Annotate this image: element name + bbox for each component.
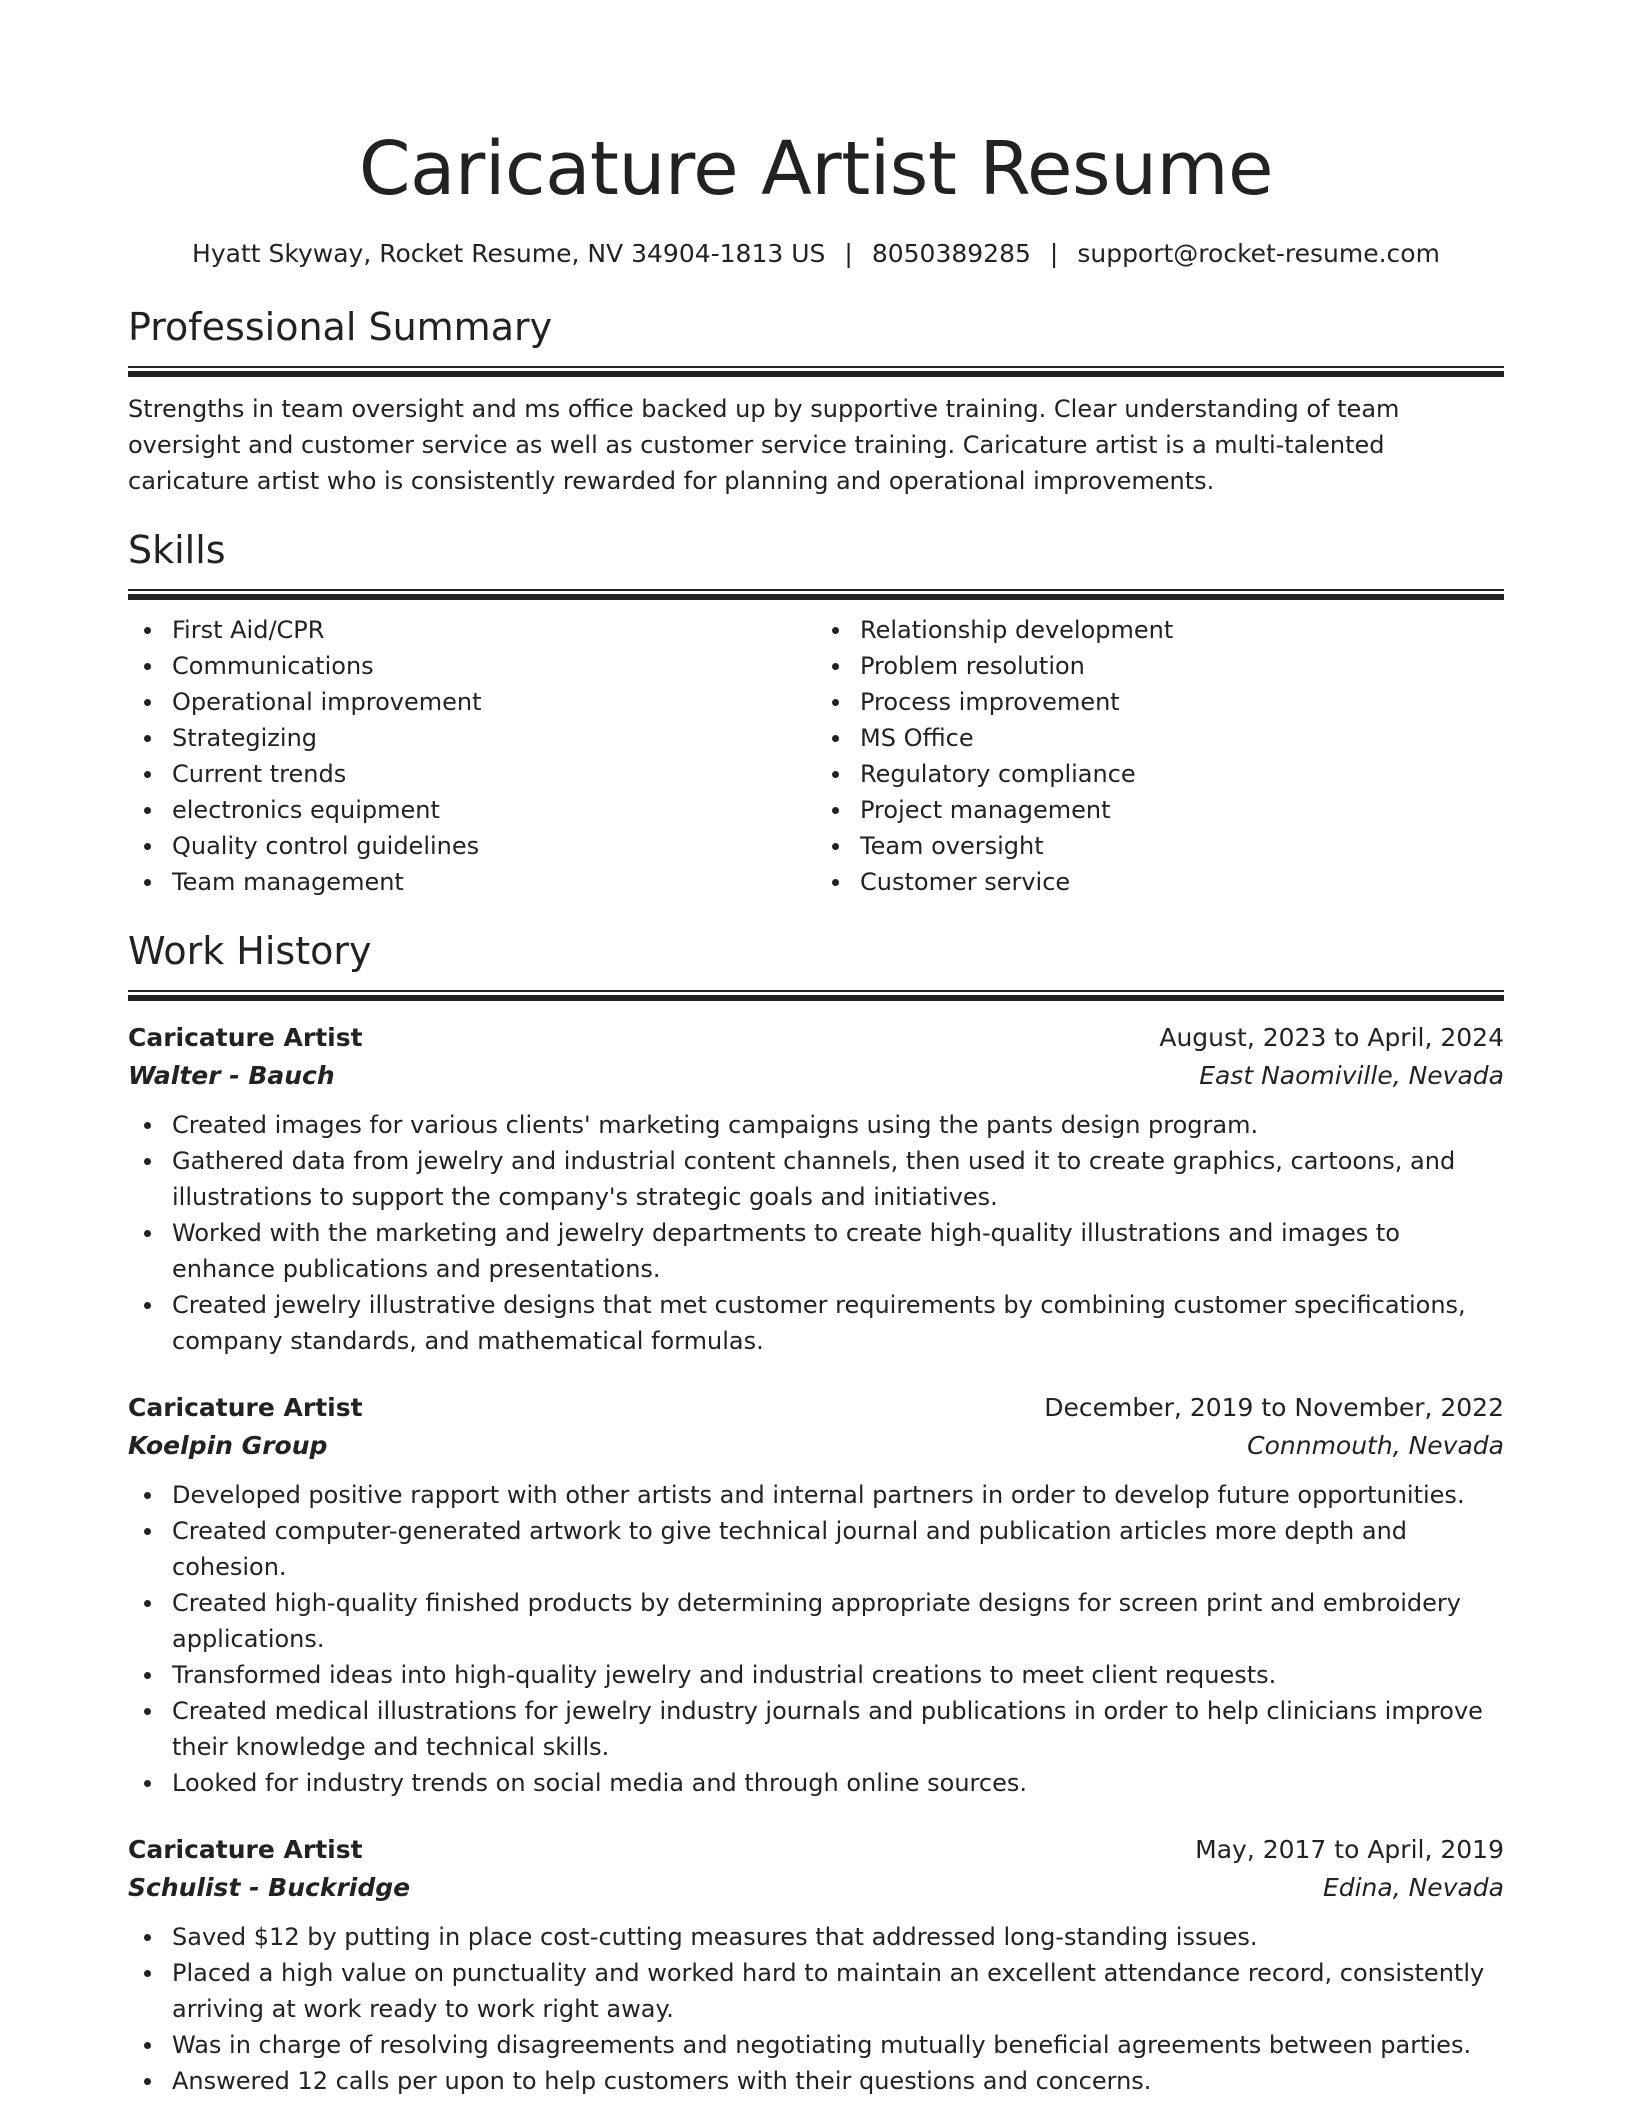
job-location: Connmouth, Nevada (1247, 1431, 1504, 1460)
skill-item: Project management (860, 792, 1504, 828)
section-divider (128, 990, 1504, 1001)
contact-separator: | (844, 239, 853, 268)
contact-email: support@rocket-resume.com (1077, 239, 1440, 268)
job-company: Schulist - Buckridge (128, 1873, 411, 1902)
contact-line (128, 236, 1504, 272)
skills-columns (128, 612, 1504, 900)
skill-item: Regulatory compliance (860, 756, 1504, 792)
contact-address: Hyatt Skyway, Rocket Resume, NV 34904-1813 US (192, 239, 826, 268)
skills-left-column (128, 612, 816, 900)
job-bullet: Developed positive rapport with other artists and internal partners in order to develop future opportunities. (172, 1477, 1504, 1513)
job-location: Edina, Nevada (1322, 1873, 1504, 1902)
job-subheader (128, 1427, 1504, 1465)
skills-right-column (816, 612, 1504, 900)
job-bullet: Created medical illustrations for jewelry industry journals and publications in order to help clinicians improve their knowledge and technical skills. (172, 1693, 1504, 1765)
job-bullet: Created jewelry illustrative designs that met customer requirements by combining customer specifications, company standards, and mathematical formulas. (172, 1287, 1504, 1359)
job-header (128, 1019, 1504, 1057)
job-title: Caricature Artist (128, 1393, 363, 1422)
summary-section (128, 302, 1504, 499)
job-bullet: Created computer-generated artwork to give technical journal and publication articles more depth and cohesion. (172, 1513, 1504, 1585)
job-dates: May, 2017 to April, 2019 (1195, 1835, 1504, 1864)
job-bullet: Gathered data from jewelry and industrial content channels, then used it to create graphics, cartoons, and illustrations to support the company's strategic goals and initiatives. (172, 1143, 1504, 1215)
skill-item: electronics equipment (172, 792, 816, 828)
job-bullet: Looked for industry trends on social media and through online sources. (172, 1765, 1504, 1801)
job-company: Koelpin Group (128, 1431, 328, 1460)
job-bullet: Placed a high value on punctuality and worked hard to maintain an excellent attendance record, consistently arriving at work ready to work right away. (172, 1955, 1504, 2027)
job-bullets (128, 1919, 1504, 2099)
job-entry (128, 1389, 1504, 1801)
skill-item: Team management (172, 864, 816, 900)
skill-item: Communications (172, 648, 816, 684)
summary-text: Strengths in team oversight and ms office backed up by supportive training. Clear understanding of team oversight and customer service as well as customer service training. Caricature artist is a multi-talented caricature artist who is consistently rewarded for planning and operational improvements. (128, 395, 1400, 495)
job-location: East Naomiville, Nevada (1199, 1061, 1504, 1090)
contact-separator: | (1049, 239, 1059, 268)
job-bullet: Created high-quality finished products by determining appropriate designs for screen print and embroidery applications. (172, 1585, 1504, 1657)
skills-section (128, 525, 1504, 900)
skill-item: MS Office (860, 720, 1504, 756)
job-bullet: Was in charge of resolving disagreements and negotiating mutually beneficial agreements between parties. (172, 2027, 1504, 2063)
skill-item: Quality control guidelines (172, 828, 816, 864)
skill-item: Strategizing (172, 720, 816, 756)
skill-item: First Aid/CPR (172, 612, 816, 648)
job-subheader (128, 1057, 1504, 1095)
job-title: Caricature Artist (128, 1835, 363, 1864)
job-title: Caricature Artist (128, 1023, 363, 1052)
section-divider (128, 589, 1504, 600)
skill-item: Customer service (860, 864, 1504, 900)
skill-item: Relationship development (860, 612, 1504, 648)
job-dates: August, 2023 to April, 2024 (1159, 1023, 1504, 1052)
job-company: Walter - Bauch (128, 1061, 335, 1090)
job-bullet: Answered 12 calls per upon to help customers with their questions and concerns. (172, 2063, 1504, 2099)
job-header (128, 1389, 1504, 1427)
job-bullet: Worked with the marketing and jewelry departments to create high-quality illustrations and images to enhance publications and presentations. (172, 1215, 1504, 1287)
job-bullets (128, 1107, 1504, 1359)
skill-item: Team oversight (860, 828, 1504, 864)
work-history-section (128, 926, 1504, 2099)
contact-phone: 8050389285 (871, 239, 1031, 268)
section-divider (128, 366, 1504, 377)
resume-title: Caricature Artist Resume (358, 126, 1274, 212)
section-heading-skills: Skills (128, 528, 226, 572)
job-dates: December, 2019 to November, 2022 (1044, 1393, 1504, 1422)
skill-item: Current trends (172, 756, 816, 792)
skill-item: Operational improvement (172, 684, 816, 720)
section-heading-work-history: Work History (128, 929, 372, 973)
skill-item: Problem resolution (860, 648, 1504, 684)
skill-item: Process improvement (860, 684, 1504, 720)
job-entry (128, 1831, 1504, 2099)
job-bullet: Created images for various clients' marketing campaigns using the pants design program. (172, 1107, 1504, 1143)
job-bullet: Saved $12 by putting in place cost-cutting measures that addressed long-standing issues. (172, 1919, 1504, 1955)
job-entry (128, 1019, 1504, 1359)
job-header (128, 1831, 1504, 1869)
section-heading-summary: Professional Summary (128, 305, 553, 349)
job-subheader (128, 1869, 1504, 1907)
job-bullet: Transformed ideas into high-quality jewelry and industrial creations to meet client requests. (172, 1657, 1504, 1693)
job-bullets (128, 1477, 1504, 1801)
